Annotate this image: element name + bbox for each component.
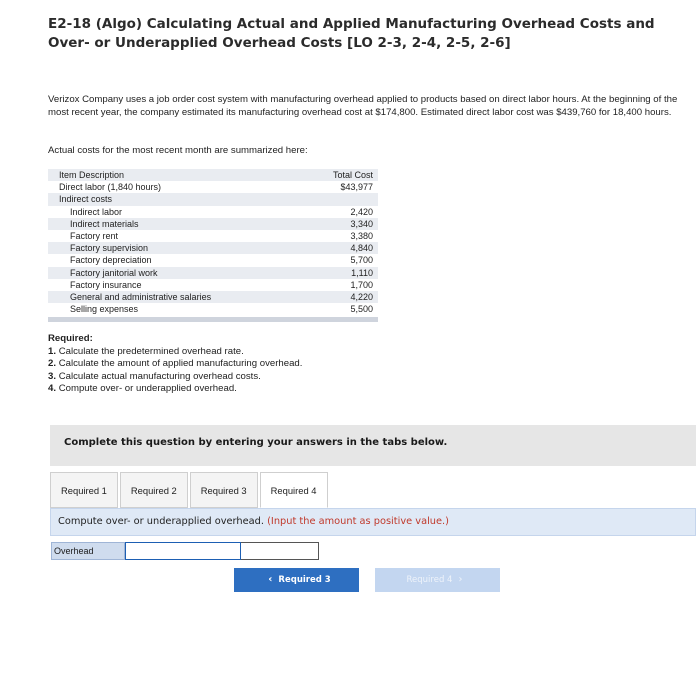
table-row	[48, 193, 378, 205]
required-item: 3. Calculate actual manufacturing overhead costs.	[48, 370, 261, 382]
row-label: Factory rent	[70, 230, 119, 241]
overhead-type-dropdown[interactable]	[125, 542, 241, 560]
header-item-description: Item Description	[59, 170, 125, 180]
required-list	[48, 333, 302, 396]
row-amount: 5,700	[350, 255, 373, 266]
row-amount: 3,380	[350, 230, 373, 241]
row-amount: 1,700	[350, 279, 373, 290]
tab-required-2[interactable]: Required 2	[120, 472, 188, 508]
tab-required-1[interactable]: Required 1	[50, 472, 118, 508]
prev-required-3-button[interactable]	[234, 568, 359, 592]
table-bottom-rule	[48, 317, 378, 322]
required-item: 2. Calculate the amount of applied manufacturing overhead.	[48, 358, 303, 370]
chevron-left-icon: ‹	[268, 574, 273, 585]
overhead-label: Overhead	[51, 542, 125, 560]
tab-required-4[interactable]: Required 4	[260, 472, 328, 508]
row-amount: 5,500	[350, 304, 373, 315]
table-row	[48, 279, 378, 291]
cost-table	[48, 169, 378, 322]
row-label: General and administrative salaries	[70, 291, 212, 302]
table-row	[48, 242, 378, 254]
page-title: E2-18 (Algo) Calculating Actual and Applied Manufacturing Overhead Costs and Over- or Underapplied Overhead Costs [LO 2-3, 2-4, 2-5, 2-6]	[48, 16, 655, 51]
row-amount: 1,110	[351, 267, 373, 278]
instruction-text: Compute over- or underapplied overhead.	[58, 516, 264, 527]
row-amount: 4,220	[350, 291, 373, 302]
row-label: Factory depreciation	[70, 255, 152, 266]
row-label: Factory janitorial work	[70, 267, 158, 278]
row-label: Indirect labor	[70, 206, 123, 217]
table-row	[48, 267, 378, 279]
table-row	[48, 303, 378, 315]
tab-required-3[interactable]: Required 3	[190, 472, 258, 508]
row-label: Indirect materials	[70, 218, 139, 229]
overhead-amount-input[interactable]	[241, 542, 319, 560]
complete-question-text: Complete this question by entering your answers in the tabs below.	[64, 437, 448, 448]
complete-question-panel	[50, 425, 696, 466]
row-label: Factory insurance	[70, 279, 142, 290]
row-amount: 4,840	[350, 243, 373, 254]
row-amount: $43,977	[340, 182, 373, 193]
next-required-4-button[interactable]	[375, 568, 500, 592]
row-amount: 2,420	[350, 206, 373, 217]
overhead-answer-row	[51, 542, 319, 560]
table-row	[48, 254, 378, 266]
required-title: Required:	[48, 333, 93, 344]
table-row	[48, 206, 378, 218]
instruction-bar	[50, 508, 696, 536]
table-row	[48, 291, 378, 303]
table-row	[48, 230, 378, 242]
row-label: Indirect costs	[59, 194, 113, 205]
row-amount: 3,340	[350, 218, 373, 229]
required-item: 1. Calculate the predetermined overhead rate.	[48, 345, 244, 357]
instruction-note: (Input the amount as positive value.)	[267, 516, 449, 527]
row-label: Selling expenses	[70, 304, 139, 315]
required-tabs	[50, 472, 330, 508]
chevron-right-icon: ›	[458, 574, 463, 585]
actual-costs-text: Actual costs for the most recent month are summarized here:	[48, 145, 308, 156]
problem-intro: Verizox Company uses a job order cost system with manufacturing overhead applied to products based on direct labor hours. At the beginning of the most recent year, the company estimated its manufacturing overhead cost at $174,800. Estimated direct labor cost was $439,760 for 18,400 hours.	[48, 94, 678, 118]
row-label: Direct labor (1,840 hours)	[59, 182, 162, 193]
table-row	[48, 218, 378, 230]
prev-button-label: Required 3	[278, 575, 331, 585]
table-row	[48, 181, 378, 193]
next-button-label: Required 4	[406, 575, 453, 585]
required-item: 4. Compute over- or underapplied overhead.	[48, 383, 237, 395]
header-total-cost: Total Cost	[332, 170, 373, 180]
table-header-row	[48, 169, 378, 181]
row-label: Factory supervision	[70, 243, 149, 254]
